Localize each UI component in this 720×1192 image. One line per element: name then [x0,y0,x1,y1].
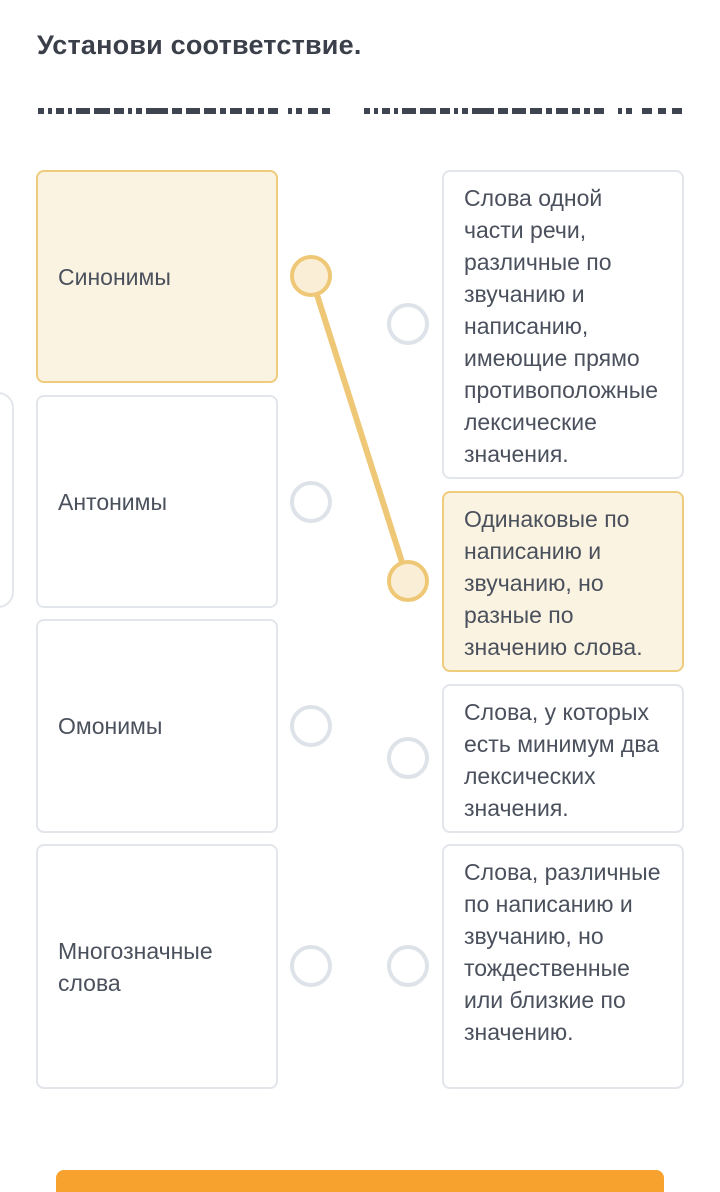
right-option-2[interactable] [442,491,684,672]
right-option-label: Слова, различные по написанию и звучанию, но тождественные или близкие по значению. [464,859,661,1045]
left-option-polysemous[interactable] [36,844,278,1089]
left-option-label: Омонимы [58,713,163,739]
right-option-label: Слова, у которых есть минимум два лексических значения. [464,699,660,821]
left-option-synonyms[interactable] [36,170,278,383]
right-connector-dot-3[interactable] [387,737,429,779]
right-connector-dot-2[interactable] [387,560,429,602]
left-connector-dot-synonyms[interactable] [290,255,332,297]
redacted-instruction-line [38,106,682,116]
left-option-label: Антонимы [58,488,168,515]
right-option-label: Одинаковые по написанию и звучанию, но разные по значению слова. [464,506,643,660]
check-answer-button[interactable] [56,1170,664,1192]
right-option-1[interactable] [442,170,684,479]
task-title: Установи соответствие. [37,30,362,60]
left-connector-dot-homonyms[interactable] [290,705,332,747]
left-option-label: Многозначные слова [58,937,213,996]
right-option-4[interactable] [442,844,684,1089]
side-panel-edge[interactable] [0,392,14,608]
left-option-label: Синонимы [58,263,171,290]
right-option-label: Слова одной части речи, различные по звучанию и написанию, имеющие прямо противоположные лексические значения. [464,185,659,467]
right-connector-dot-1[interactable] [387,303,429,345]
left-connector-dot-polysemous[interactable] [290,945,332,987]
left-connector-dot-antonyms[interactable] [290,481,332,523]
right-option-3[interactable] [442,684,684,833]
right-connector-dot-4[interactable] [387,945,429,987]
left-option-antonyms[interactable] [36,395,278,608]
left-option-homonyms[interactable] [36,619,278,833]
